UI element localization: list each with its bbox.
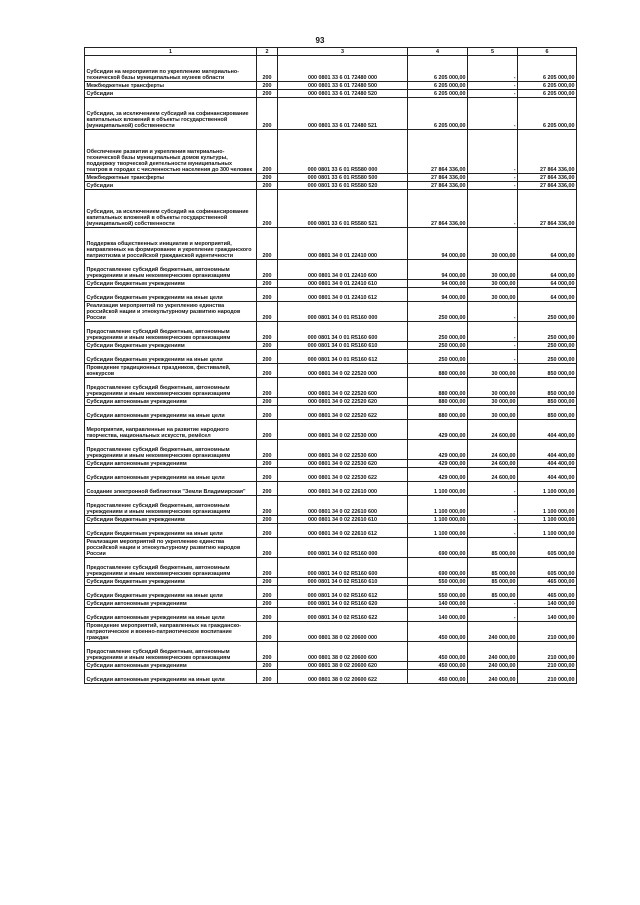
row-value-col4: 880 000,00 [408,406,468,420]
row-name: Поддержка общественных инициатив и мероприятий, направленных на формирование и укрепление гражданского патриотизма и российской гражданской идентичности [85,228,257,260]
table-header-row [85,48,577,56]
table-row [85,578,577,586]
table-row [85,280,577,288]
row-value-col4: 550 000,00 [408,578,468,586]
table-row [85,622,577,642]
row-kvr: 200 [257,190,278,228]
row-kvr: 200 [257,130,278,174]
row-value-col5: - [468,302,518,322]
row-value-col6: 6 205 000,00 [518,56,577,82]
row-value-col6: 1 100 000,00 [518,516,577,524]
row-value-col4: 1 100 000,00 [408,516,468,524]
row-value-col4: 250 000,00 [408,302,468,322]
row-code: 000 0801 33 6 01 72480 500 [278,82,408,90]
row-kvr: 200 [257,90,278,98]
row-code: 000 0801 34 0 02 R5160 600 [278,558,408,578]
row-kvr: 200 [257,174,278,182]
row-value-col5: - [468,130,518,174]
row-value-col5: - [468,82,518,90]
row-name: Создание электронной библиотеки "Земли Владимирская" [85,482,257,496]
row-code: 000 0801 33 6 01 R5580 520 [278,182,408,190]
row-kvr: 200 [257,378,278,398]
row-value-col5: - [468,182,518,190]
row-code: 000 0801 34 0 01 R5160 612 [278,350,408,364]
table-row [85,406,577,420]
row-name: Субсидии автономным учреждениям [85,600,257,608]
row-value-col6: 250 000,00 [518,350,577,364]
column-header-4: 4 [408,48,468,56]
row-kvr: 200 [257,302,278,322]
row-value-col5: - [468,600,518,608]
row-value-col4: 94 000,00 [408,260,468,280]
row-code: 000 0801 33 6 01 72480 520 [278,90,408,98]
row-name: Субсидии автономным учреждениям [85,460,257,468]
row-kvr: 200 [257,608,278,622]
column-header-1: 1 [85,48,257,56]
row-value-col4: 550 000,00 [408,586,468,600]
row-value-col4: 429 000,00 [408,468,468,482]
table-row [85,440,577,460]
row-kvr: 200 [257,406,278,420]
row-name: Обеспечение развития и укрепления материально-технической базы муниципальных домов культуры, поддержку творческой деятельности муниципальных театров в городах с численностью населения до 300 человек [85,130,257,174]
row-value-col6: 6 205 000,00 [518,82,577,90]
table-row [85,420,577,440]
row-code: 000 0801 34 0 02 R5160 612 [278,586,408,600]
row-kvr: 200 [257,364,278,378]
row-value-col6: 850 000,00 [518,398,577,406]
row-value-col4: 250 000,00 [408,350,468,364]
row-kvr: 200 [257,322,278,342]
row-value-col4: 140 000,00 [408,608,468,622]
row-value-col5: - [468,322,518,342]
row-value-col6: 465 000,00 [518,578,577,586]
row-value-col5: 30 000,00 [468,280,518,288]
row-name: Предоставление субсидий бюджетным, автономным учреждениям и иным некоммерческим организациям [85,260,257,280]
row-value-col6: 605 000,00 [518,558,577,578]
row-value-col6: 404 400,00 [518,440,577,460]
row-value-col5: - [468,350,518,364]
table-row [85,538,577,558]
row-value-col4: 94 000,00 [408,288,468,302]
row-value-col6: 850 000,00 [518,378,577,398]
row-value-col6: 250 000,00 [518,342,577,350]
row-value-col6: 210 000,00 [518,642,577,662]
row-kvr: 200 [257,468,278,482]
table-row [85,600,577,608]
row-value-col4: 250 000,00 [408,322,468,342]
row-code: 000 0801 34 0 02 R5160 622 [278,608,408,622]
row-name: Субсидии бюджетным учреждениям на иные цели [85,524,257,538]
row-code: 000 0801 34 0 02 22610 600 [278,496,408,516]
row-name: Субсидии бюджетным учреждениям [85,280,257,288]
row-value-col4: 429 000,00 [408,420,468,440]
row-value-col4: 450 000,00 [408,622,468,642]
row-value-col6: 6 205 000,00 [518,98,577,130]
row-value-col4: 450 000,00 [408,642,468,662]
row-name: Субсидии автономным учреждениям на иные цели [85,468,257,482]
row-kvr: 200 [257,586,278,600]
row-value-col6: 64 000,00 [518,280,577,288]
row-value-col4: 140 000,00 [408,600,468,608]
row-name: Субсидии, за исключением субсидий на софинансирование капитальных вложений в объекты государственной (муниципальной) собственности [85,98,257,130]
row-kvr: 200 [257,460,278,468]
row-value-col4: 429 000,00 [408,460,468,468]
row-value-col5: 85 000,00 [468,558,518,578]
row-value-col4: 1 100 000,00 [408,524,468,538]
row-kvr: 200 [257,662,278,670]
row-value-col6: 250 000,00 [518,302,577,322]
table-row [85,322,577,342]
row-name: Проведение традиционных праздников, фестивалей, конкурсов [85,364,257,378]
row-value-col5: - [468,524,518,538]
row-code: 000 0801 33 6 01 R5580 000 [278,130,408,174]
row-value-col4: 1 100 000,00 [408,482,468,496]
row-kvr: 200 [257,280,278,288]
row-value-col6: 64 000,00 [518,228,577,260]
table-row [85,524,577,538]
column-header-6: 6 [518,48,577,56]
row-value-col5: 24 600,00 [468,460,518,468]
row-kvr: 200 [257,670,278,684]
row-kvr: 200 [257,82,278,90]
row-kvr: 200 [257,524,278,538]
row-name: Субсидии, за исключением субсидий на софинансирование капитальных вложений в объекты государственной (муниципальной) собственности [85,190,257,228]
row-name: Субсидии автономным учреждениям на иные цели [85,406,257,420]
row-kvr: 200 [257,398,278,406]
row-value-col5: - [468,190,518,228]
row-value-col4: 27 864 336,00 [408,190,468,228]
row-value-col6: 64 000,00 [518,260,577,280]
row-value-col4: 27 864 336,00 [408,174,468,182]
row-kvr: 200 [257,420,278,440]
row-name: Субсидии [85,90,257,98]
table-row [85,174,577,182]
row-value-col6: 404 400,00 [518,420,577,440]
row-name: Субсидии бюджетным учреждениям на иные цели [85,288,257,302]
row-value-col6: 210 000,00 [518,622,577,642]
row-value-col5: 30 000,00 [468,228,518,260]
table-row [85,482,577,496]
row-value-col6: 850 000,00 [518,406,577,420]
row-value-col4: 880 000,00 [408,364,468,378]
row-value-col4: 690 000,00 [408,538,468,558]
row-value-col6: 1 100 000,00 [518,496,577,516]
row-value-col4: 6 205 000,00 [408,98,468,130]
row-value-col4: 1 100 000,00 [408,496,468,516]
row-code: 000 0801 34 0 01 22410 600 [278,260,408,280]
row-value-col6: 27 864 336,00 [518,190,577,228]
row-value-col5: 30 000,00 [468,406,518,420]
row-value-col5: 240 000,00 [468,642,518,662]
row-value-col5: 240 000,00 [468,670,518,684]
column-header-3: 3 [278,48,408,56]
row-value-col6: 1 100 000,00 [518,482,577,496]
table-body [85,56,577,684]
row-kvr: 200 [257,288,278,302]
row-name: Проведение мероприятий, направленных на гражданско-патриотическое и военно-патриотическое воспитание граждан [85,622,257,642]
row-code: 000 0801 34 0 02 R5160 620 [278,600,408,608]
row-code: 000 0801 34 0 02 22520 620 [278,398,408,406]
row-code: 000 0801 34 0 02 22520 622 [278,406,408,420]
row-code: 000 0801 38 0 02 20600 000 [278,622,408,642]
row-kvr: 200 [257,98,278,130]
row-value-col6: 210 000,00 [518,662,577,670]
row-code: 000 0801 38 0 02 20600 620 [278,662,408,670]
row-kvr: 200 [257,228,278,260]
table-row [85,288,577,302]
table-row [85,608,577,622]
table-row [85,228,577,260]
row-value-col6: 1 100 000,00 [518,524,577,538]
row-value-col5: 85 000,00 [468,538,518,558]
row-value-col6: 404 400,00 [518,468,577,482]
row-name: Предоставление субсидий бюджетным, автономным учреждениям и иным некоммерческим организациям [85,642,257,662]
row-value-col5: - [468,98,518,130]
row-code: 000 0801 34 0 02 22530 620 [278,460,408,468]
row-code: 000 0801 34 0 01 R5160 000 [278,302,408,322]
budget-table [84,47,577,684]
table-row [85,130,577,174]
row-value-col4: 6 205 000,00 [408,90,468,98]
table-row [85,662,577,670]
row-code: 000 0801 34 0 02 22610 000 [278,482,408,496]
table-row [85,516,577,524]
row-value-col6: 64 000,00 [518,288,577,302]
row-value-col6: 250 000,00 [518,322,577,342]
row-value-col4: 250 000,00 [408,342,468,350]
table-row [85,260,577,280]
row-code: 000 0801 33 6 01 R5580 521 [278,190,408,228]
row-name: Предоставление субсидий бюджетным, автономным учреждениям и иным некоммерческим организациям [85,440,257,460]
row-name: Субсидии бюджетным учреждениям [85,342,257,350]
row-value-col6: 27 864 336,00 [518,130,577,174]
table-row [85,350,577,364]
table-row [85,468,577,482]
table-row [85,98,577,130]
row-value-col6: 850 000,00 [518,364,577,378]
row-value-col5: 30 000,00 [468,260,518,280]
row-name: Предоставление субсидий бюджетным, автономным учреждениям и иным некоммерческим организациям [85,496,257,516]
row-value-col5: - [468,174,518,182]
row-value-col5: 24 600,00 [468,468,518,482]
row-code: 000 0801 33 6 01 72480 000 [278,56,408,82]
table-row [85,642,577,662]
table-row [85,82,577,90]
row-kvr: 200 [257,558,278,578]
row-kvr: 200 [257,516,278,524]
row-code: 000 0801 34 0 02 22610 610 [278,516,408,524]
row-kvr: 200 [257,496,278,516]
row-name: Субсидии автономным учреждениям на иные цели [85,608,257,622]
row-code: 000 0801 33 6 01 72480 521 [278,98,408,130]
row-name: Межбюджетные трансферты [85,82,257,90]
row-name: Реализация мероприятий по укреплению единства российской нации и этнокультурному развитию народов России [85,302,257,322]
row-value-col6: 27 864 336,00 [518,182,577,190]
row-value-col5: - [468,516,518,524]
row-value-col6: 605 000,00 [518,538,577,558]
table-row [85,460,577,468]
row-kvr: 200 [257,56,278,82]
row-code: 000 0801 38 0 02 20600 600 [278,642,408,662]
row-value-col4: 429 000,00 [408,440,468,460]
row-value-col5: 30 000,00 [468,378,518,398]
row-code: 000 0801 34 0 02 22530 600 [278,440,408,460]
row-name: Субсидии бюджетным учреждениям на иные цели [85,350,257,364]
row-name: Реализация мероприятий по укреплению единства российской нации и этнокультурному развитию народов России [85,538,257,558]
row-kvr: 200 [257,622,278,642]
row-value-col5: 240 000,00 [468,662,518,670]
row-name: Мероприятия, направленные на развитие народного творчества, национальных искусств, ремёсел [85,420,257,440]
row-name: Предоставление субсидий бюджетным, автономным учреждениям и иным некоммерческим организациям [85,322,257,342]
row-kvr: 200 [257,600,278,608]
row-value-col4: 94 000,00 [408,228,468,260]
row-name: Предоставление субсидий бюджетным, автономным учреждениям и иным некоммерческим организациям [85,378,257,398]
row-kvr: 200 [257,482,278,496]
row-name: Субсидии автономным учреждениям [85,662,257,670]
row-code: 000 0801 38 0 02 20600 622 [278,670,408,684]
row-kvr: 200 [257,642,278,662]
row-value-col4: 27 864 336,00 [408,182,468,190]
row-code: 000 0801 34 0 01 R5160 600 [278,322,408,342]
row-value-col6: 6 205 000,00 [518,90,577,98]
row-value-col4: 94 000,00 [408,280,468,288]
row-code: 000 0801 34 0 01 R5160 610 [278,342,408,350]
row-value-col5: 30 000,00 [468,398,518,406]
table-row [85,182,577,190]
row-value-col5: 30 000,00 [468,288,518,302]
row-value-col4: 450 000,00 [408,670,468,684]
table-row [85,670,577,684]
row-code: 000 0801 34 0 02 R5160 000 [278,538,408,558]
row-name: Субсидии автономным учреждениям на иные цели [85,670,257,684]
row-name: Субсидии бюджетным учреждениям [85,516,257,524]
row-kvr: 200 [257,260,278,280]
row-code: 000 0801 34 0 02 R5160 610 [278,578,408,586]
table-row [85,302,577,322]
row-value-col5: - [468,90,518,98]
row-value-col4: 27 864 336,00 [408,130,468,174]
row-value-col5: - [468,608,518,622]
row-kvr: 200 [257,182,278,190]
row-value-col4: 690 000,00 [408,558,468,578]
row-kvr: 200 [257,342,278,350]
row-code: 000 0801 34 0 01 22410 612 [278,288,408,302]
column-header-5: 5 [468,48,518,56]
table-row [85,378,577,398]
row-value-col4: 6 205 000,00 [408,56,468,82]
table-row [85,364,577,378]
row-value-col6: 404 400,00 [518,460,577,468]
row-code: 000 0801 34 0 02 22530 622 [278,468,408,482]
row-name: Субсидии бюджетным учреждениям на иные цели [85,586,257,600]
row-value-col5: - [468,56,518,82]
row-kvr: 200 [257,440,278,460]
row-code: 000 0801 34 0 01 22410 610 [278,280,408,288]
row-value-col5: - [468,342,518,350]
row-kvr: 200 [257,578,278,586]
row-value-col4: 450 000,00 [408,662,468,670]
row-value-col5: - [468,496,518,516]
table-row [85,342,577,350]
row-value-col5: 85 000,00 [468,578,518,586]
table-row [85,90,577,98]
row-kvr: 200 [257,350,278,364]
row-name: Субсидии автономным учреждениям [85,398,257,406]
row-code: 000 0801 34 0 02 22530 000 [278,420,408,440]
row-value-col6: 210 000,00 [518,670,577,684]
row-code: 000 0801 34 0 02 22520 000 [278,364,408,378]
table-row [85,56,577,82]
row-code: 000 0801 34 0 02 22610 612 [278,524,408,538]
row-value-col5: 30 000,00 [468,364,518,378]
table-row [85,190,577,228]
column-header-2: 2 [257,48,278,56]
row-code: 000 0801 34 0 01 22410 000 [278,228,408,260]
page-number: 93 [315,36,325,45]
row-value-col6: 140 000,00 [518,608,577,622]
table-row [85,398,577,406]
row-value-col4: 880 000,00 [408,378,468,398]
row-name: Субсидии на мероприятия по укреплению материально-технической базы муниципальных музеев области [85,56,257,82]
table-row [85,496,577,516]
row-name: Межбюджетные трансферты [85,174,257,182]
row-value-col6: 27 864 336,00 [518,174,577,182]
row-kvr: 200 [257,538,278,558]
row-value-col4: 880 000,00 [408,398,468,406]
row-value-col4: 6 205 000,00 [408,82,468,90]
table-row [85,586,577,600]
row-value-col5: 24 600,00 [468,420,518,440]
row-name: Субсидии бюджетным учреждениям [85,578,257,586]
row-value-col5: 85 000,00 [468,586,518,600]
row-code: 000 0801 34 0 02 22520 600 [278,378,408,398]
row-value-col5: - [468,482,518,496]
table-row [85,558,577,578]
row-name: Предоставление субсидий бюджетным, автономным учреждениям и иным некоммерческим организациям [85,558,257,578]
row-value-col5: 240 000,00 [468,622,518,642]
row-code: 000 0801 33 6 01 R5580 500 [278,174,408,182]
row-value-col6: 465 000,00 [518,586,577,600]
row-name: Субсидии [85,182,257,190]
row-value-col6: 140 000,00 [518,600,577,608]
row-value-col5: 24 600,00 [468,440,518,460]
